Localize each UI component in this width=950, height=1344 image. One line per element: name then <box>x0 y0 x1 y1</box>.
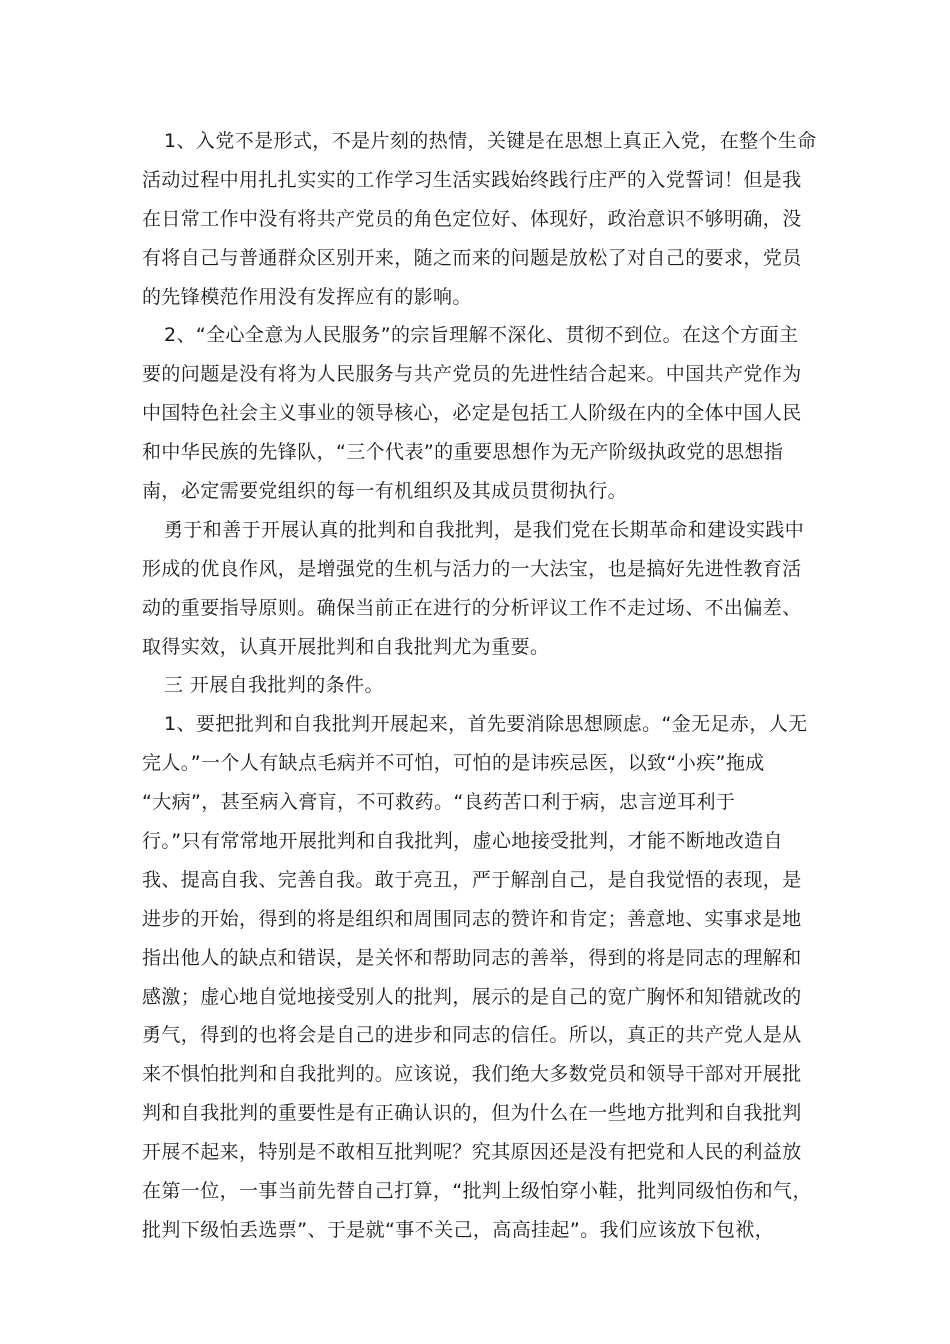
paragraph-line: 我、提高自我、完善自我。敢于亮丑，严于解剖自己，是自我觉悟的表现，是 <box>142 868 802 891</box>
paragraph-line: 1、要把批判和自我批判开展起来，首先要消除思想顾虑。“金无足赤，人无 <box>164 713 808 736</box>
section-heading: 三 开展自我批判的条件。 <box>164 674 384 697</box>
paragraph-line: 行。”只有常常地开展批判和自我批判，虚心地接受批判，才能不断地改造自 <box>142 830 783 853</box>
paragraph-line: 要的问题是没有将为人民服务与共产党员的先进性结合起来。中国共产党作为 <box>142 363 802 386</box>
paragraph-line: 中国特色社会主义事业的领导核心，必定是包括工人阶级在内的全体中国人民 <box>142 402 802 425</box>
paragraph-line: 活动过程中用扎扎实实的工作学习生活实践始终践行庄严的入党誓词！但是我 <box>142 168 802 191</box>
paragraph-line: 动的重要指导原则。确保当前正在进行的分析评议工作不走过场、不出偏差、 <box>142 596 802 619</box>
paragraph-line: 的先锋模范作用没有发挥应有的影响。 <box>142 285 472 308</box>
paragraph-line: 指出他人的缺点和错误，是关怀和帮助同志的善举，得到的将是同志的理解和 <box>142 946 802 969</box>
paragraph-line: 在第一位，一事当前先替自己打算，“批判上级怕穿小鞋，批判同级怕伤和气， <box>142 1180 812 1203</box>
paragraph-line: 批判下级怕丢选票”、于是就“事不关己，高高挂起”。我们应该放下包袱， <box>142 1218 775 1241</box>
paragraph-line: 勇气，得到的也将会是自己的进步和同志的信任。所以，真正的共产党人是从 <box>142 1024 802 1047</box>
paragraph-line: 勇于和善于开展认真的批判和自我批判，是我们党在长期革命和建设实践中 <box>164 518 805 541</box>
paragraph-line: 完人。”一个人有缺点毛病并不可怕，可怕的是讳疾忌医，以致“小疾”拖成 <box>142 752 765 775</box>
paragraph-line: 2、“全心全意为人民服务”的宗旨理解不深化、贯彻不到位。在这个方面主 <box>164 324 799 347</box>
paragraph-line: 南，必定需要党组织的每一有机组织及其成员贯彻执行。 <box>142 480 628 503</box>
paragraph-line: 判和自我批判的重要性是有正确认识的，但为什么在一些地方批判和自我批判 <box>142 1102 802 1125</box>
paragraph-line: 取得实效，认真开展批判和自我批判尤为重要。 <box>142 635 550 658</box>
paragraph-line: “大病”，甚至病入膏肓，不可救药。“良药苦口利于病，忠言逆耳利于 <box>142 791 736 814</box>
paragraph-line: 形成的优良作风，是增强党的生机与活力的一大法宝，也是搞好先进性教育活 <box>142 557 802 580</box>
paragraph-line: 进步的开始，得到的将是组织和周围同志的赞许和肯定；善意地、实事求是地 <box>142 907 802 930</box>
paragraph-line: 有将自己与普通群众区别开来，随之而来的问题是放松了对自己的要求，党员 <box>142 246 802 269</box>
paragraph-line: 来不惧怕批判和自我批判的。应该说，我们绝大多数党员和领导干部对开展批 <box>142 1063 802 1086</box>
paragraph-line: 感激；虚心地自觉地接受别人的批判，展示的是自己的宽广胸怀和知错就改的 <box>142 985 802 1008</box>
paragraph-line: 1、入党不是形式，不是片刻的热情，关键是在思想上真正入党，在整个生命 <box>164 130 817 152</box>
paragraph-line: 在日常工作中没有将共产党员的角色定位好、体现好，政治意识不够明确，没 <box>142 207 802 230</box>
paragraph-line: 开展不起来，特别是不敢相互批判呢？究其原因还是没有把党和人民的利益放 <box>142 1141 802 1164</box>
paragraph-line: 和中华民族的先锋队，“三个代表”的重要思想作为无产阶级执政党的思想指 <box>142 441 784 464</box>
document-body <box>142 122 817 1250</box>
